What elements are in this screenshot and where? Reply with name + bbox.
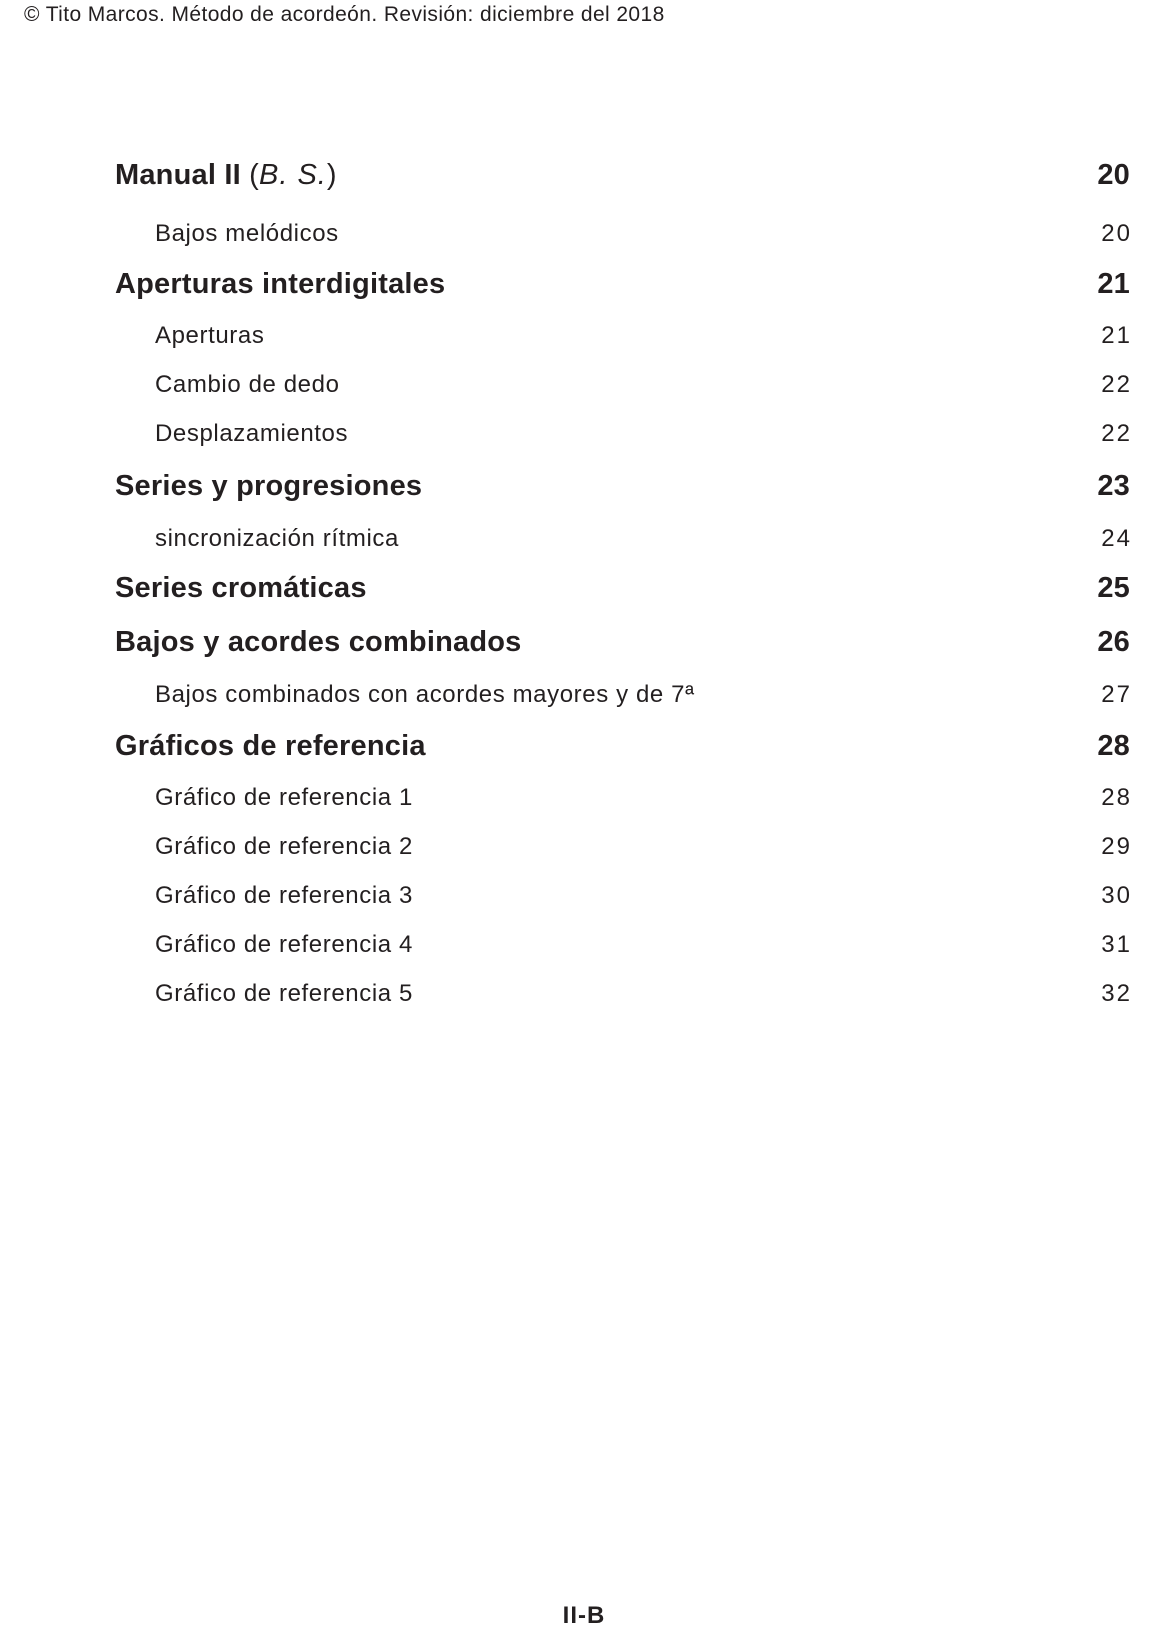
toc-section-title: Gráficos de referencia [115, 730, 426, 762]
copyright-header: © Tito Marcos. Método de acordeón. Revisión: diciembre del 2018 [24, 3, 665, 26]
toc-subsection-grafico-1[interactable] [115, 783, 1130, 813]
toc-section-title: Series cromáticas [115, 572, 367, 604]
toc-subsection-page: 29 [1101, 833, 1132, 860]
toc-subsection-bajos-combinados[interactable] [115, 680, 1130, 710]
toc-section-page: 25 [1097, 572, 1130, 604]
toc-subsection-title: Gráfico de referencia 4 [155, 931, 413, 958]
toc-subsection-title: Cambio de dedo [155, 371, 340, 398]
toc-section-series-y-progresiones[interactable] [115, 468, 1130, 504]
toc-subsection-sincronizacion-ritmica[interactable] [115, 524, 1130, 554]
toc-subsection-title: Aperturas [155, 322, 265, 349]
toc-section-title: Aperturas interdigitales [115, 268, 446, 300]
toc-section-bajos-y-acordes-combinados[interactable] [115, 624, 1130, 660]
toc-subsection-grafico-5[interactable] [115, 979, 1130, 1009]
toc-section-page: 23 [1097, 470, 1130, 502]
page-number-footer: II-B [562, 1602, 606, 1629]
toc-subsection-title: sincronización rítmica [155, 525, 399, 552]
toc-subsection-page: 24 [1101, 525, 1132, 552]
toc-section-page: 21 [1097, 268, 1130, 300]
toc-section-graficos-de-referencia[interactable] [115, 728, 1130, 764]
toc-subsection-title: Gráfico de referencia 2 [155, 833, 413, 860]
toc-subsection-page: 30 [1101, 882, 1132, 909]
toc-subsection-page: 21 [1101, 322, 1132, 349]
toc-section-aperturas-interdigitales[interactable] [115, 266, 1130, 302]
toc-section-title-main: Manual II [115, 159, 241, 191]
toc-subsection-title: Bajos combinados con acordes mayores y de 7ª [155, 681, 695, 708]
toc-section-title: Series y progresiones [115, 470, 423, 502]
toc-subsection-title: Desplazamientos [155, 420, 349, 447]
toc-subsection-aperturas[interactable] [115, 321, 1130, 351]
toc-section-page: 26 [1097, 626, 1130, 658]
toc-section-title-paren-open: ( [249, 159, 259, 191]
toc-section-page: 28 [1097, 730, 1130, 762]
toc-section-title [115, 157, 337, 193]
toc-section-title: Bajos y acordes combinados [115, 626, 522, 658]
toc-subsection-page: 27 [1101, 681, 1132, 708]
toc-subsection-title: Gráfico de referencia 3 [155, 882, 413, 909]
toc-subsection-page: 28 [1101, 784, 1132, 811]
toc-section-series-cromaticas[interactable] [115, 570, 1130, 606]
toc-subsection-title: Gráfico de referencia 1 [155, 784, 413, 811]
toc-section-title-paren-close: ) [326, 159, 337, 191]
toc-section-title-italic: B. S. [259, 159, 327, 191]
toc-subsection-page: 32 [1101, 980, 1132, 1007]
toc-subsection-bajos-melodicos[interactable] [115, 219, 1130, 249]
toc-subsection-title: Bajos melódicos [155, 220, 339, 247]
toc-subsection-page: 22 [1101, 420, 1132, 447]
toc-subsection-grafico-4[interactable] [115, 930, 1130, 960]
toc-subsection-grafico-3[interactable] [115, 881, 1130, 911]
toc-subsection-cambio-de-dedo[interactable] [115, 370, 1130, 400]
toc-subsection-page: 31 [1101, 931, 1132, 958]
toc-section-page: 20 [1097, 159, 1130, 191]
toc-section-manual-ii[interactable] [115, 157, 1130, 193]
toc-subsection-page: 20 [1101, 220, 1132, 247]
toc-subsection-desplazamientos[interactable] [115, 419, 1130, 449]
toc-subsection-page: 22 [1101, 371, 1132, 398]
toc-subsection-grafico-2[interactable] [115, 832, 1130, 862]
toc-subsection-title: Gráfico de referencia 5 [155, 980, 413, 1007]
